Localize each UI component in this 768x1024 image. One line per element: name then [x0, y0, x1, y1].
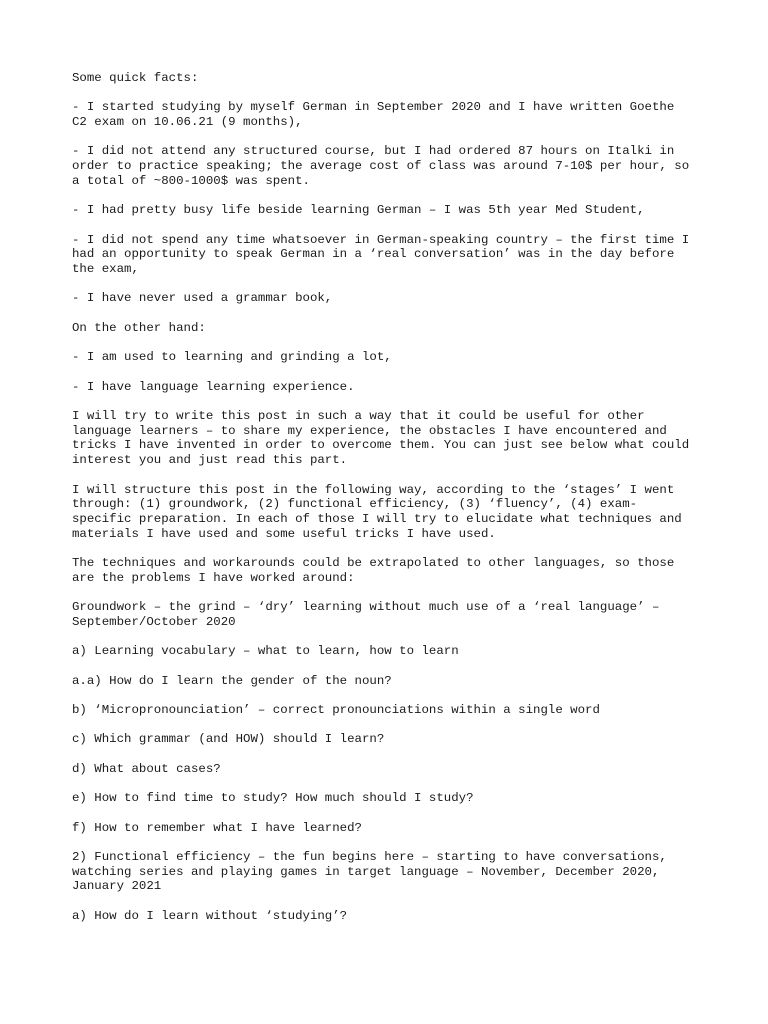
list-item-gender: a.a) How do I learn the gender of the noun? [72, 673, 392, 688]
list-item-time: e) How to find time to study? How much should I study? [72, 791, 474, 806]
section-groundwork-heading: Groundwork – the grind – ‘dry’ learning without much use of a ‘real language’ – September/October 2020 [72, 600, 660, 629]
list-item-remember: f) How to remember what I have learned? [72, 820, 362, 835]
list-item-cases: d) What about cases? [72, 761, 221, 776]
section-functional-heading: 2) Functional efficiency – the fun begins here – starting to have conversations, watching series and playing games in target language – November, December 2020, January 2021 [72, 849, 667, 894]
paragraph-fact-grammar-book: - I have never used a grammar book, [72, 291, 333, 306]
paragraph-structure: I will structure this post in the following way, according to the ‘stages’ I went through: (1) groundwork, (2) functional efficiency, (3) ‘fluency’, (4) exam- specific preparation. In each of those I will try to elucidate what techniques and materials I have used and some useful tricks I have used. [72, 482, 682, 541]
list-item-grammar: c) Which grammar (and HOW) should I learn? [72, 732, 385, 747]
paragraph-grinding: - I am used to learning and grinding a lot, [72, 350, 392, 365]
paragraph-experience: - I have language learning experience. [72, 379, 355, 394]
list-item-micropronounciation: b) ‘Micropronounciation’ – correct pronounciations within a single word [72, 703, 600, 717]
paragraph-fact-country: - I did not spend any time whatsoever in German-speaking country – the first time I had an opportunity to speak German in a ‘real conversation’ was in the day before the exam, [72, 232, 690, 277]
paragraph-fact-course: - I did not attend any structured course, but I had ordered 87 hours on Italki in order to practice speaking; the average cost of class was around 7-10$ per hour, so a total of ~800-1000$ was spent. [72, 144, 690, 188]
paragraph-fact-busy: - I had pretty busy life beside learning German – I was 5th year Med Student, [72, 203, 645, 218]
list-item-without-studying: a) How do I learn without ‘studying’? [72, 908, 348, 923]
paragraph-intro-heading: Some quick facts: [72, 71, 199, 85]
paragraph-purpose: I will try to write this post in such a way that it could be useful for other language learners – to share my experience, the obstacles I have encountered and tricks I have invented in order to overcome them. You can just see below what could interest you and just read this part. [72, 409, 690, 468]
list-item-vocabulary: a) Learning vocabulary – what to learn, how to learn [72, 644, 459, 659]
paragraph-fact-start: - I started studying by myself German in September 2020 and I have written Goethe C2 exam on 10.06.21 (9 months), [72, 100, 675, 130]
document-body [72, 71, 712, 938]
paragraph-other-hand: On the other hand: [72, 320, 206, 335]
paragraph-techniques: The techniques and workarounds could be extrapolated to other languages, so those are the problems I have worked around: [72, 556, 675, 585]
